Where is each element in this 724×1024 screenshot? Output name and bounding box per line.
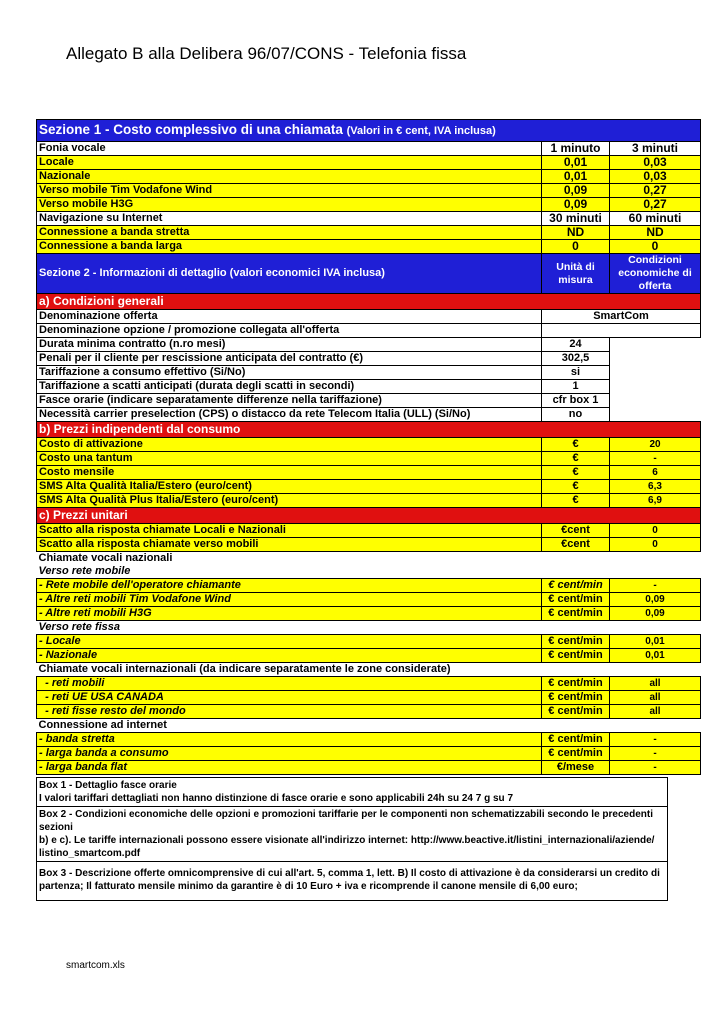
row-label: Penali per il cliente per rescissione anticipata del contratto (€) (37, 352, 542, 366)
table-row (37, 310, 701, 324)
row-unit: €cent (542, 538, 610, 552)
row-label: Durata minima contratto (n.ro mesi) (37, 338, 542, 352)
section2-title: Sezione 2 - Informazioni di dettaglio (valori economici IVA inclusa) (37, 254, 542, 294)
row-label: Denominazione offerta (37, 310, 542, 324)
row-value: - (610, 579, 701, 593)
row-unit: €/mese (542, 761, 610, 775)
row-unit: € cent/min (542, 677, 610, 691)
row-label: - reti UE USA CANADA (37, 691, 542, 705)
fixed-network-header: Verso rete fissa (37, 621, 542, 635)
row-value: - (610, 452, 701, 466)
row-label: Verso mobile H3G (37, 198, 542, 212)
row-unit: € (542, 494, 610, 508)
table-row (37, 438, 701, 452)
row-value: all (610, 691, 701, 705)
voice-header: Fonia vocale (37, 142, 542, 156)
row-label: - banda stretta (37, 733, 542, 747)
row-label: Connessione a banda stretta (37, 226, 542, 240)
international-calls-header: Chiamate vocali internazionali (da indicare separatamente le zone considerate) (37, 663, 542, 677)
table-row (37, 593, 701, 607)
row-label: Costo di attivazione (37, 438, 542, 452)
row-label: - Rete mobile dell'operatore chiamante (37, 579, 542, 593)
row-unit: € (542, 480, 610, 494)
internet-connection-header: Connessione ad internet (37, 719, 542, 733)
row-unit: € cent/min (542, 733, 610, 747)
table-row (37, 352, 701, 366)
row-value (542, 324, 701, 338)
table-row (37, 494, 701, 508)
row-unit: € cent/min (542, 635, 610, 649)
row-value: 0,27 (610, 184, 701, 198)
row-value: 0 (542, 240, 610, 254)
row-label: Necessità carrier preselection (CPS) o distacco da rete Telecom Italia (ULL) (Si/No) (37, 408, 542, 422)
table-row (37, 466, 701, 480)
row-label: - Altre reti mobili Tim Vodafone Wind (37, 593, 542, 607)
row-unit: € cent/min (542, 705, 610, 719)
row-unit: € (542, 452, 610, 466)
row-value: - (610, 747, 701, 761)
row-label: Connessione a banda larga (37, 240, 542, 254)
row-value: 6,3 (610, 480, 701, 494)
section1-table (36, 119, 701, 775)
col-60min: 60 minuti (610, 212, 701, 226)
row-value: 302,5 (542, 352, 610, 366)
section1-title-text: Sezione 1 - Costo complessivo di una chiamata (39, 122, 343, 137)
table-row (37, 607, 701, 621)
table-row (37, 452, 701, 466)
table-row (37, 480, 701, 494)
row-value: si (542, 366, 610, 380)
box-2-line: Box 2 - Condizioni economiche delle opzioni e promozioni tariffarie per le componenti non schematizzabili secondo le precedenti sezioni (39, 809, 653, 833)
table-row (37, 366, 701, 380)
box-3-line: Box 3 - Descrizione offerte omnicomprensive di cui all'art. 5, comma 1, lett. B) Il costo di attivazione è da considerarsi un credito di (39, 868, 660, 879)
row-value: 0,09 (542, 198, 610, 212)
mobile-network-header: Verso rete mobile (37, 565, 542, 579)
row-value: cfr box 1 (542, 394, 610, 408)
row-label: Denominazione opzione / promozione collegata all'offerta (37, 324, 542, 338)
row-unit: € cent/min (542, 649, 610, 663)
row-unit: € cent/min (542, 579, 610, 593)
table-row (37, 324, 701, 338)
table-row (37, 226, 701, 240)
col-1min: 1 minuto (542, 142, 610, 156)
section-c-title: c) Prezzi unitari (37, 508, 701, 524)
row-unit: € cent/min (542, 691, 610, 705)
table-row (37, 677, 701, 691)
table-row (37, 380, 701, 394)
row-label: - reti mobili (37, 677, 542, 691)
row-label: - Nazionale (37, 649, 542, 663)
row-value: 24 (542, 338, 610, 352)
row-value: 0 (610, 524, 701, 538)
row-value: 0,09 (542, 184, 610, 198)
row-value: all (610, 677, 701, 691)
box-1-text: I valori tariffari dettagliati non hanno distinzione di fasce orarie e sono applicabili 24h su 24 7 g su 7 (39, 793, 513, 804)
spreadsheet (36, 119, 700, 901)
internet-header: Navigazione su Internet (37, 212, 542, 226)
row-value: 0 (610, 538, 701, 552)
row-label: Scatto alla risposta chiamate Locali e Nazionali (37, 524, 542, 538)
table-row (37, 761, 701, 775)
table-row (37, 338, 701, 352)
table-row (37, 156, 701, 170)
row-unit: € cent/min (542, 593, 610, 607)
col-cond: Condizioni economiche di offerta (610, 254, 701, 294)
row-value: 1 (542, 380, 610, 394)
row-value: 0,27 (610, 198, 701, 212)
row-value: - (610, 761, 701, 775)
row-label: - larga banda flat (37, 761, 542, 775)
row-label: - Locale (37, 635, 542, 649)
row-label: Nazionale (37, 170, 542, 184)
table-row (37, 649, 701, 663)
page-title: Allegato B alla Delibera 96/07/CONS - Telefonia fissa (66, 44, 467, 63)
row-value: 0,09 (610, 607, 701, 621)
table-row (37, 184, 701, 198)
row-value: no (542, 408, 610, 422)
section1-title (37, 120, 701, 142)
national-calls-header: Chiamate vocali nazionali (37, 552, 542, 566)
box-1-title: Box 1 - Dettaglio fasce orarie (39, 780, 177, 791)
row-label: SMS Alta Qualità Italia/Estero (euro/cent) (37, 480, 542, 494)
table-row (37, 538, 701, 552)
row-value: 0,03 (610, 170, 701, 184)
col-30min: 30 minuti (542, 212, 610, 226)
table-row (37, 733, 701, 747)
row-label: Scatto alla risposta chiamate verso mobili (37, 538, 542, 552)
row-value: ND (610, 226, 701, 240)
row-value: 0,01 (542, 156, 610, 170)
table-row (37, 240, 701, 254)
table-row (37, 408, 701, 422)
table-row (37, 747, 701, 761)
row-value: 0,01 (610, 649, 701, 663)
row-value: 6,9 (610, 494, 701, 508)
table-row (37, 579, 701, 593)
row-unit: €cent (542, 524, 610, 538)
row-unit: € cent/min (542, 747, 610, 761)
row-label: Costo una tantum (37, 452, 542, 466)
row-label: Tariffazione a consumo effettivo (Si/No) (37, 366, 542, 380)
footer-filename: smartcom.xls (66, 960, 125, 971)
row-label: - reti fisse resto del mondo (37, 705, 542, 719)
row-value: 0,09 (610, 593, 701, 607)
row-label: SMS Alta Qualità Plus Italia/Estero (euro/cent) (37, 494, 542, 508)
row-unit: € (542, 466, 610, 480)
row-value: 0,01 (610, 635, 701, 649)
section-b-title: b) Prezzi indipendenti dal consumo (37, 422, 701, 438)
row-value: all (610, 705, 701, 719)
row-label: - Altre reti mobili H3G (37, 607, 542, 621)
row-label: Fasce orarie (indicare separatamente differenze nella tariffazione) (37, 394, 542, 408)
col-3min: 3 minuti (610, 142, 701, 156)
box-2-line: b) e c). Le tariffe internazionali possono essere visionate all'indirizzo internet: http://www.beactive.it/listini_internazionali/aziende/ (39, 835, 655, 846)
row-unit: € cent/min (542, 607, 610, 621)
table-row (37, 170, 701, 184)
table-row (37, 705, 701, 719)
box-1 (36, 777, 668, 807)
row-value: SmartCom (542, 310, 701, 324)
row-unit: € (542, 438, 610, 452)
row-value: 0,03 (610, 156, 701, 170)
box-2-line: listino_smartcom.pdf (39, 848, 141, 859)
row-value: 0,01 (542, 170, 610, 184)
box-3 (36, 862, 668, 901)
section-a-title: a) Condizioni generali (37, 294, 701, 310)
table-row (37, 635, 701, 649)
col-unit: Unità di misura (542, 254, 610, 294)
row-value: 0 (610, 240, 701, 254)
table-row (37, 524, 701, 538)
row-label: Costo mensile (37, 466, 542, 480)
box-3-line: partenza; Il fatturato mensile minimo da garantire è di 10 Euro + iva e ricomprende il canone mensile di 6,00 euro; (39, 881, 578, 892)
row-label: Locale (37, 156, 542, 170)
table-row (37, 198, 701, 212)
table-row (37, 394, 701, 408)
row-label: - larga banda a consumo (37, 747, 542, 761)
row-label: Verso mobile Tim Vodafone Wind (37, 184, 542, 198)
row-value: - (610, 733, 701, 747)
box-2 (36, 807, 668, 862)
table-row (37, 691, 701, 705)
row-value: ND (542, 226, 610, 240)
section1-title-note: (Valori in € cent, IVA inclusa) (346, 125, 496, 137)
row-label: Tariffazione a scatti anticipati (durata degli scatti in secondi) (37, 380, 542, 394)
row-value: 20 (610, 438, 701, 452)
row-value: 6 (610, 466, 701, 480)
